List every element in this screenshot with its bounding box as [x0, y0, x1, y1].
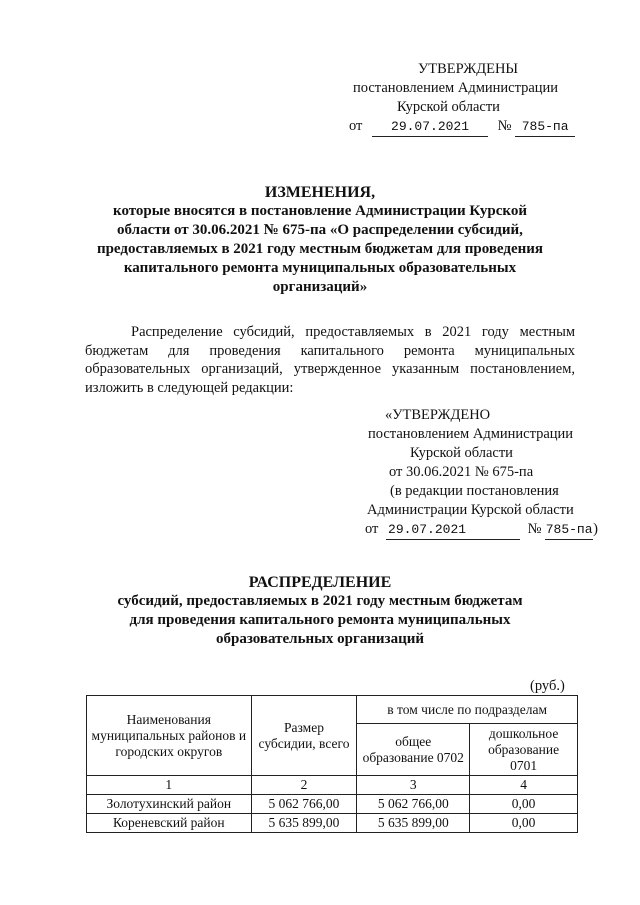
header-preschool: дошкольное образование 0701 [470, 724, 578, 776]
inner-close-paren: ) [593, 521, 598, 537]
number-label: № [497, 118, 512, 134]
row-general: 5 635 899,00 [357, 814, 470, 833]
approval-number: 785-па [515, 117, 575, 137]
inner-approval-date: 29.07.2021 [386, 520, 520, 540]
inner-approval-line-5: Администрации Курской области [367, 502, 574, 518]
header-general: общее образование 0702 [357, 724, 470, 776]
row-total: 5 062 766,00 [251, 795, 357, 814]
header-name: Наименования муниципальных районов и городских округов [87, 696, 252, 776]
body-paragraph: Распределение субсидий, предоставляемых в 2021 году местным бюджетам для проведения капитального ремонта муниципальных образовательных организаций, утвержденное указанным постановлением, изложить в следующей редакции: [85, 324, 575, 396]
header-total: Размер субсидии, всего [251, 696, 357, 776]
distribution-title: РАСПРЕДЕЛЕНИЕ [248, 574, 392, 591]
num-4: 4 [470, 776, 578, 795]
inner-approval-line-2: Курской области [410, 445, 513, 461]
row-preschool: 0,00 [470, 814, 578, 833]
changes-subtitle-1: которые вносятся в постановление Администрации Курской [113, 203, 527, 219]
distribution-subtitle-3: образовательных организаций [216, 631, 424, 647]
changes-subtitle-3: предоставляемых в 2021 году местным бюджетам для проведения [96, 241, 544, 257]
header-group: в том числе по подразделам [357, 696, 578, 724]
inner-approval-line-1: постановлением Администрации [368, 426, 574, 442]
table-row [87, 795, 578, 814]
inner-from-label: от [365, 521, 379, 537]
approval-title: УТВЕРЖДЕНЫ [418, 61, 519, 77]
approval-date: 29.07.2021 [372, 117, 488, 137]
from-label: от [349, 118, 363, 134]
num-2: 2 [251, 776, 357, 795]
approval-date-line [349, 117, 575, 137]
inner-number-label: № [527, 521, 542, 537]
distribution-subtitle-1: субсидий, предоставляемых в 2021 году местным бюджетам [117, 593, 523, 609]
inner-approval-line-3: от 30.06.2021 № 675-па [389, 464, 534, 480]
row-name: Кореневский район [87, 814, 252, 833]
approval-line-1: постановлением Администрации [353, 80, 559, 96]
subsidy-table [86, 695, 578, 833]
row-preschool: 0,00 [470, 795, 578, 814]
unit-label: (руб.) [530, 678, 565, 694]
distribution-subtitle-2: для проведения капитального ремонта муниципальных [129, 612, 511, 628]
inner-approval-title: «УТВЕРЖДЕНО [385, 407, 491, 423]
num-1: 1 [87, 776, 252, 795]
changes-subtitle-4: капитального ремонта муниципальных образовательных [123, 260, 517, 276]
numbering-row [87, 776, 578, 795]
approval-line-2: Курской области [397, 99, 500, 115]
row-total: 5 635 899,00 [251, 814, 357, 833]
changes-subtitle-2: области от 30.06.2021 № 675-па «О распределении субсидий, [117, 222, 523, 238]
num-3: 3 [357, 776, 470, 795]
changes-subtitle-5: организаций» [272, 279, 368, 295]
table-row [87, 814, 578, 833]
inner-approval-date-line [365, 520, 598, 540]
row-general: 5 062 766,00 [357, 795, 470, 814]
row-name: Золотухинский район [87, 795, 252, 814]
inner-approval-number: 785-па [545, 520, 593, 540]
inner-approval-line-4: (в редакции постановления [390, 483, 559, 499]
changes-title: ИЗМЕНЕНИЯ, [264, 184, 376, 201]
